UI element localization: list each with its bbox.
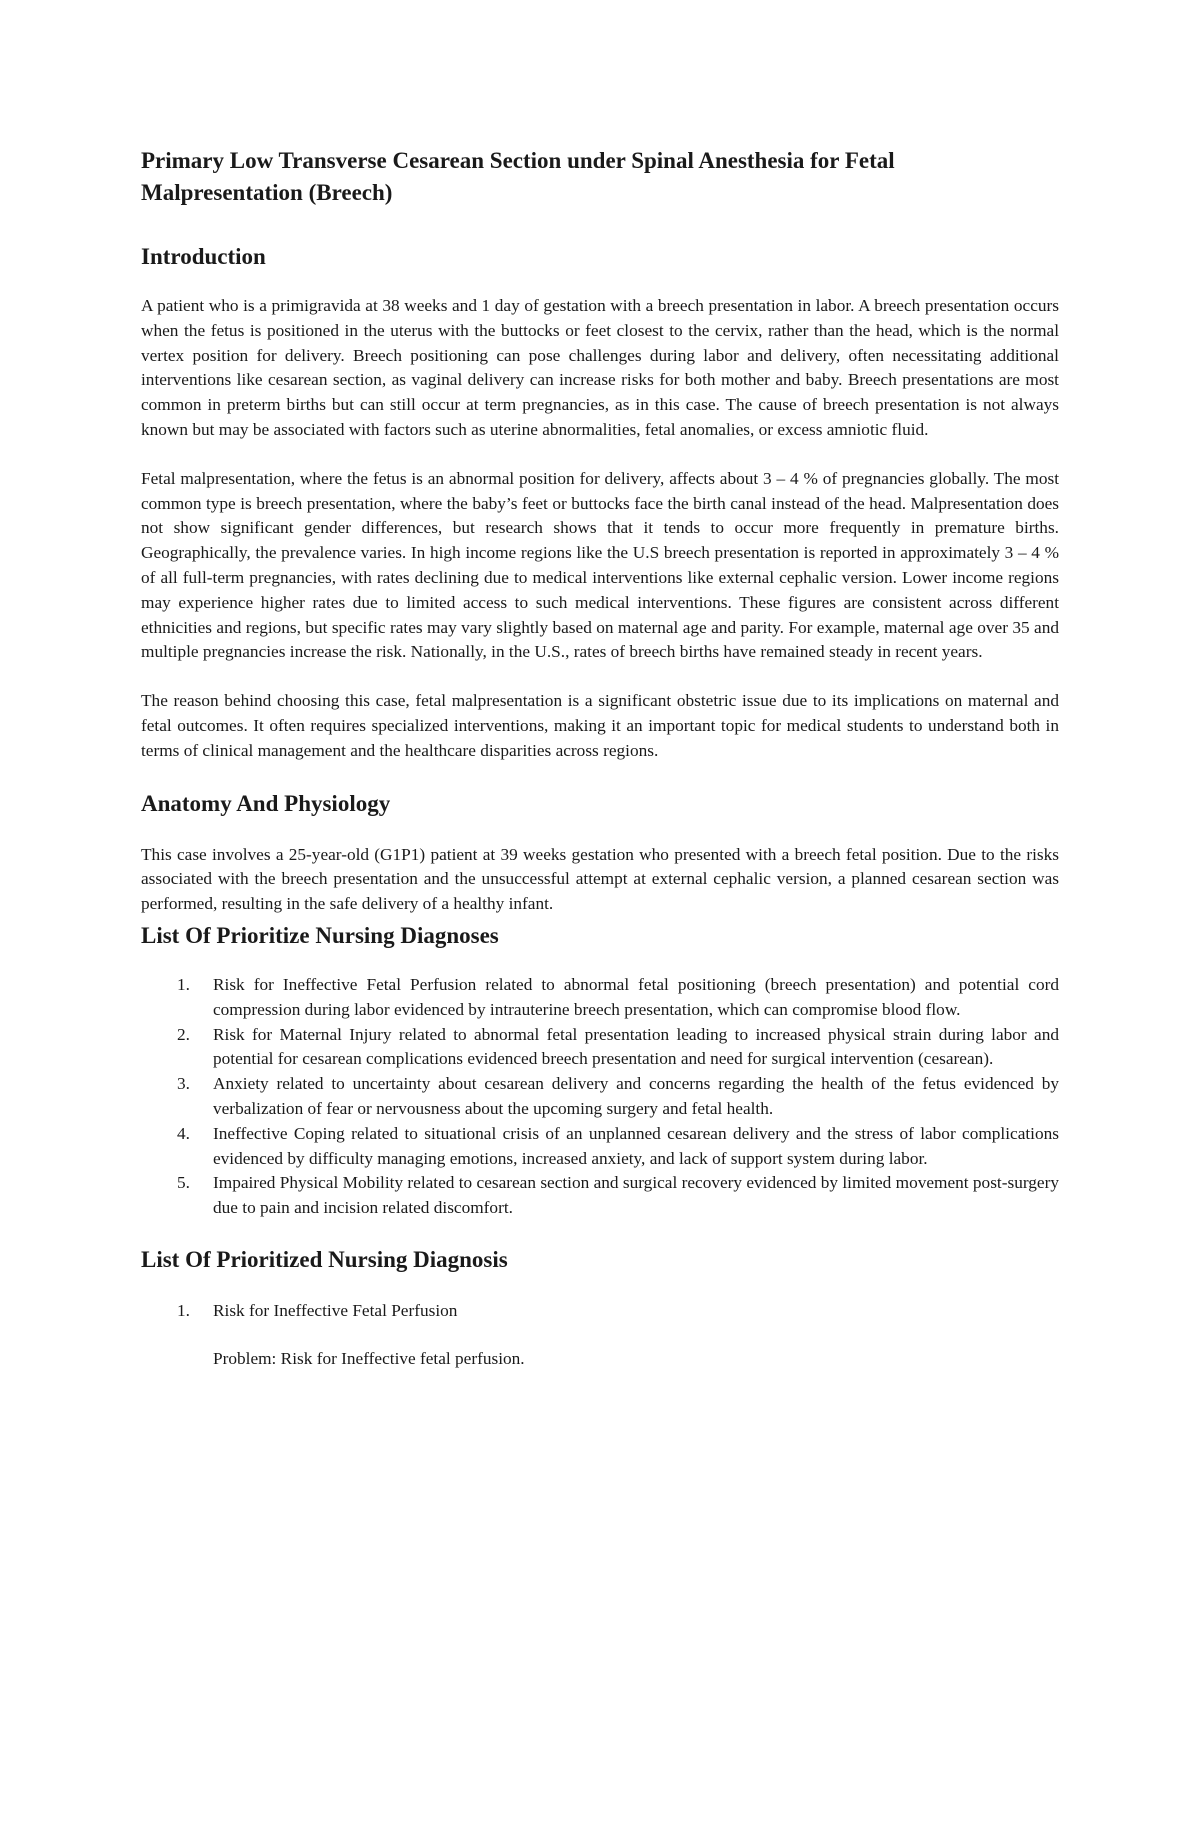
list-item-number: 2.	[177, 1024, 190, 1044]
introduction-paragraph-1: A patient who is a primigravida at 38 weeks and 1 day of gestation with a breech presentation in labor. A breech presentation occurs when the fetus is positioned in the uterus with the buttocks or feet closest to the cervix, rather than the head, which is the normal vertex position for delivery. Breech positioning can pose challenges during labor and delivery, often necessitating additional interventions like cesarean section, as vaginal delivery can increase risks for both mother and baby. Breech presentations are most common in preterm births but can still occur at term pregnancies, as in this case. The cause of breech presentation is not always known but may be associated with factors such as uterine abnormalities, fetal anomalies, or excess amniotic fluid.	[141, 296, 1059, 439]
introduction-heading: Introduction	[141, 244, 266, 269]
list-item	[141, 1023, 1059, 1073]
list-item-number: 3.	[177, 1074, 190, 1094]
list-item-text: Risk for Maternal Injury related to abnormal fetal presentation leading to increased physical strain during labor and potential for cesarean complications evidenced breech presentation and need for surgical intervention (cesarean).	[213, 1024, 1059, 1069]
list-item-text: Impaired Physical Mobility related to cesarean section and surgical recovery evidenced by limited movement post-surgery due to pain and incision related discomfort.	[213, 1173, 1059, 1218]
document-title: Primary Low Transverse Cesarean Section under Spinal Anesthesia for Fetal Malpresentation (Breech)	[141, 148, 895, 205]
list-item-text: Anxiety related to uncertainty about cesarean delivery and concerns regarding the health of the fetus evidenced by verbalization of fear or nervousness about the upcoming surgery and fetal health.	[213, 1074, 1059, 1118]
problem-statement: Problem: Risk for Ineffective fetal perfusion.	[213, 1348, 525, 1368]
prioritized-item-text: Risk for Ineffective Fetal Perfusion	[213, 1300, 458, 1320]
introduction-paragraph-2: Fetal malpresentation, where the fetus is an abnormal position for delivery, affects about 3 – 4 % of pregnancies globally. The most common type is breech presentation, where the baby’s feet or buttocks face the birth canal instead of the head. Malpresentation does not show significant gender differences, but research shows that it tends to occur more frequently in premature births. Geographically, the prevalence varies. In high income regions like the U.S breech presentation is reported in approximately 3 – 4 % of all full-term pregnancies, with rates declining due to medical interventions like external cephalic version. Lower income regions may experience higher rates due to limited access to such medical interventions. These figures are consistent across different ethnicities and regions, but specific rates may vary slightly based on maternal age and parity. For example, maternal age over 35 and multiple pregnancies increase the risk. Nationally, in the U.S., rates of breech births have remained steady in recent years.	[141, 468, 1059, 662]
list-item	[141, 1171, 1059, 1221]
anatomy-heading: Anatomy And Physiology	[141, 790, 391, 816]
prioritized-heading: List Of Prioritized Nursing Diagnosis	[141, 1246, 508, 1272]
introduction-paragraph-3: The reason behind choosing this case, fetal malpresentation is a significant obstetric issue due to its implications on maternal and fetal outcomes. It often requires specialized interventions, making it an important topic for medical students to understand both in terms of clinical management and the healthcare disparities across regions.	[141, 691, 1059, 760]
document-page	[141, 145, 1059, 1372]
list-item-text: Ineffective Coping related to situational crisis of an unplanned cesarean delivery and the stress of labor complications evidenced by difficulty managing emotions, increased anxiety, and lack of support system during labor.	[213, 1123, 1059, 1168]
list-item-text: Risk for Ineffective Fetal Perfusion related to abnormal fetal positioning (breech presentation) and potential cord compression during labor evidenced by intrauterine breech presentation, which can compromise blood flow.	[213, 974, 1059, 1019]
diagnoses-heading: List Of Prioritize Nursing Diagnoses	[141, 922, 499, 948]
list-item-number: 5.	[177, 1173, 190, 1193]
list-item	[141, 1072, 1059, 1122]
prioritized-item	[141, 1299, 1059, 1324]
list-item-number: 4.	[177, 1123, 190, 1143]
list-item	[141, 1122, 1059, 1172]
anatomy-paragraph: This case involves a 25-year-old (G1P1) patient at 39 weeks gestation who presented with a breech fetal position. Due to the risks associated with the breech presentation and the unsuccessful attempt at external cephalic version, a planned cesarean section was performed, resulting in the safe delivery of a healthy infant.	[141, 844, 1059, 914]
diagnoses-list	[141, 973, 1059, 1221]
prioritized-item-number: 1.	[177, 1300, 190, 1320]
list-item-number: 1.	[177, 974, 190, 994]
list-item	[141, 973, 1059, 1023]
